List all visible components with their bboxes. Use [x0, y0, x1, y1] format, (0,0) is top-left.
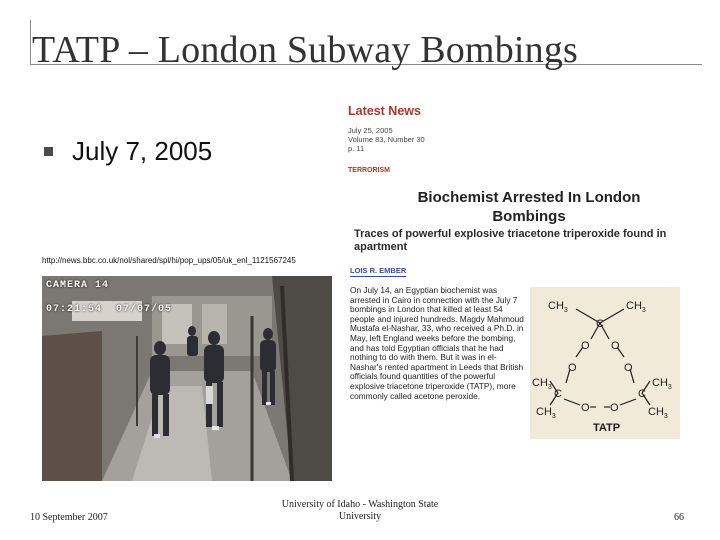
bond [620, 399, 636, 405]
news-body: On July 14, an Egyptian biochemist was arrested in Cairo in connection with the July 7 bombings in London that killed at least 54 people and injured hundreds. Magdy Mahmoud Mustafa el-Nashar, 33, who received a Ph.D. in May, left England weeks before the bombing, and has told Egyptian officials that he had nothing to do with them. But it was in el-Nashar's rented apartment in Leeds that British officials found quantities of the powerful explosive triacetone triperoxide (TATP), more commonly called acetone peroxide. [350, 285, 524, 401]
oxygen-2: O [611, 340, 620, 352]
oxygen-5: O [581, 402, 590, 414]
tatp-label: TATP [593, 422, 621, 434]
camera-timestamp [46, 304, 172, 315]
tatp-structure-diagram [530, 287, 680, 439]
methyl-top-left: $CH_3$ [548, 300, 568, 314]
news-headline [384, 188, 674, 226]
camera-label: CAMERA 14 [46, 280, 110, 291]
methyl-left-lower: $CH_3$ [536, 406, 556, 420]
carbon-left: C [554, 388, 562, 400]
methyl-top-right: $CH_3$ [626, 300, 646, 314]
bond [564, 399, 580, 405]
bullet-date: July 7, 2005 [72, 136, 213, 166]
methyl-right-lower: $CH_3$ [648, 406, 668, 420]
tatp-structure-figure [530, 287, 680, 439]
news-author: LOIS R. EMBER [350, 266, 407, 275]
issue-date: July 25, 2005 [348, 126, 393, 135]
methyl-right-upper: $CH_3$ [652, 377, 672, 391]
issue-info [348, 126, 425, 153]
headline-line-1: Biochemist Arrested In London [417, 189, 641, 206]
footer-date: 10 September 2007 [30, 512, 108, 523]
headline-line-2: Bombings [492, 208, 566, 225]
news-header: Latest News [348, 104, 421, 118]
footer-institution [250, 499, 470, 523]
issue-page: p. 11 [348, 144, 365, 153]
carbon-right: C [638, 388, 646, 400]
camera-time: 07:21:54 [46, 304, 103, 315]
bullet-square-icon [44, 147, 53, 156]
carbon-top: C [596, 318, 604, 330]
methyl-left-upper: $CH_3$ [532, 377, 552, 391]
news-section: TERRORISM [348, 167, 390, 174]
source-url: http://news.bbc.co.uk/nol/shared/spl/hi/pop_ups/05/uk_enl_1121567245 [42, 256, 296, 265]
slide-title: TATP – London Subway Bombings [32, 29, 579, 71]
cctv-image [42, 276, 332, 481]
oxygen-1: O [581, 340, 590, 352]
oxygen-4: O [624, 362, 633, 374]
oxygen-6: O [610, 402, 619, 414]
news-subhead: Traces of powerful explosive triacetone triperoxide found in apartment [354, 228, 667, 253]
title-rule-vertical [30, 20, 31, 64]
footer-institution-line-2: University [338, 511, 382, 522]
oxygen-3: O [568, 362, 577, 374]
footer-institution-line-1: University of Idaho - Washington State [281, 499, 439, 510]
issue-volume: Volume 83, Number 30 [348, 135, 425, 144]
page-number: 66 [674, 512, 684, 523]
camera-date: 07/07/05 [116, 304, 173, 315]
